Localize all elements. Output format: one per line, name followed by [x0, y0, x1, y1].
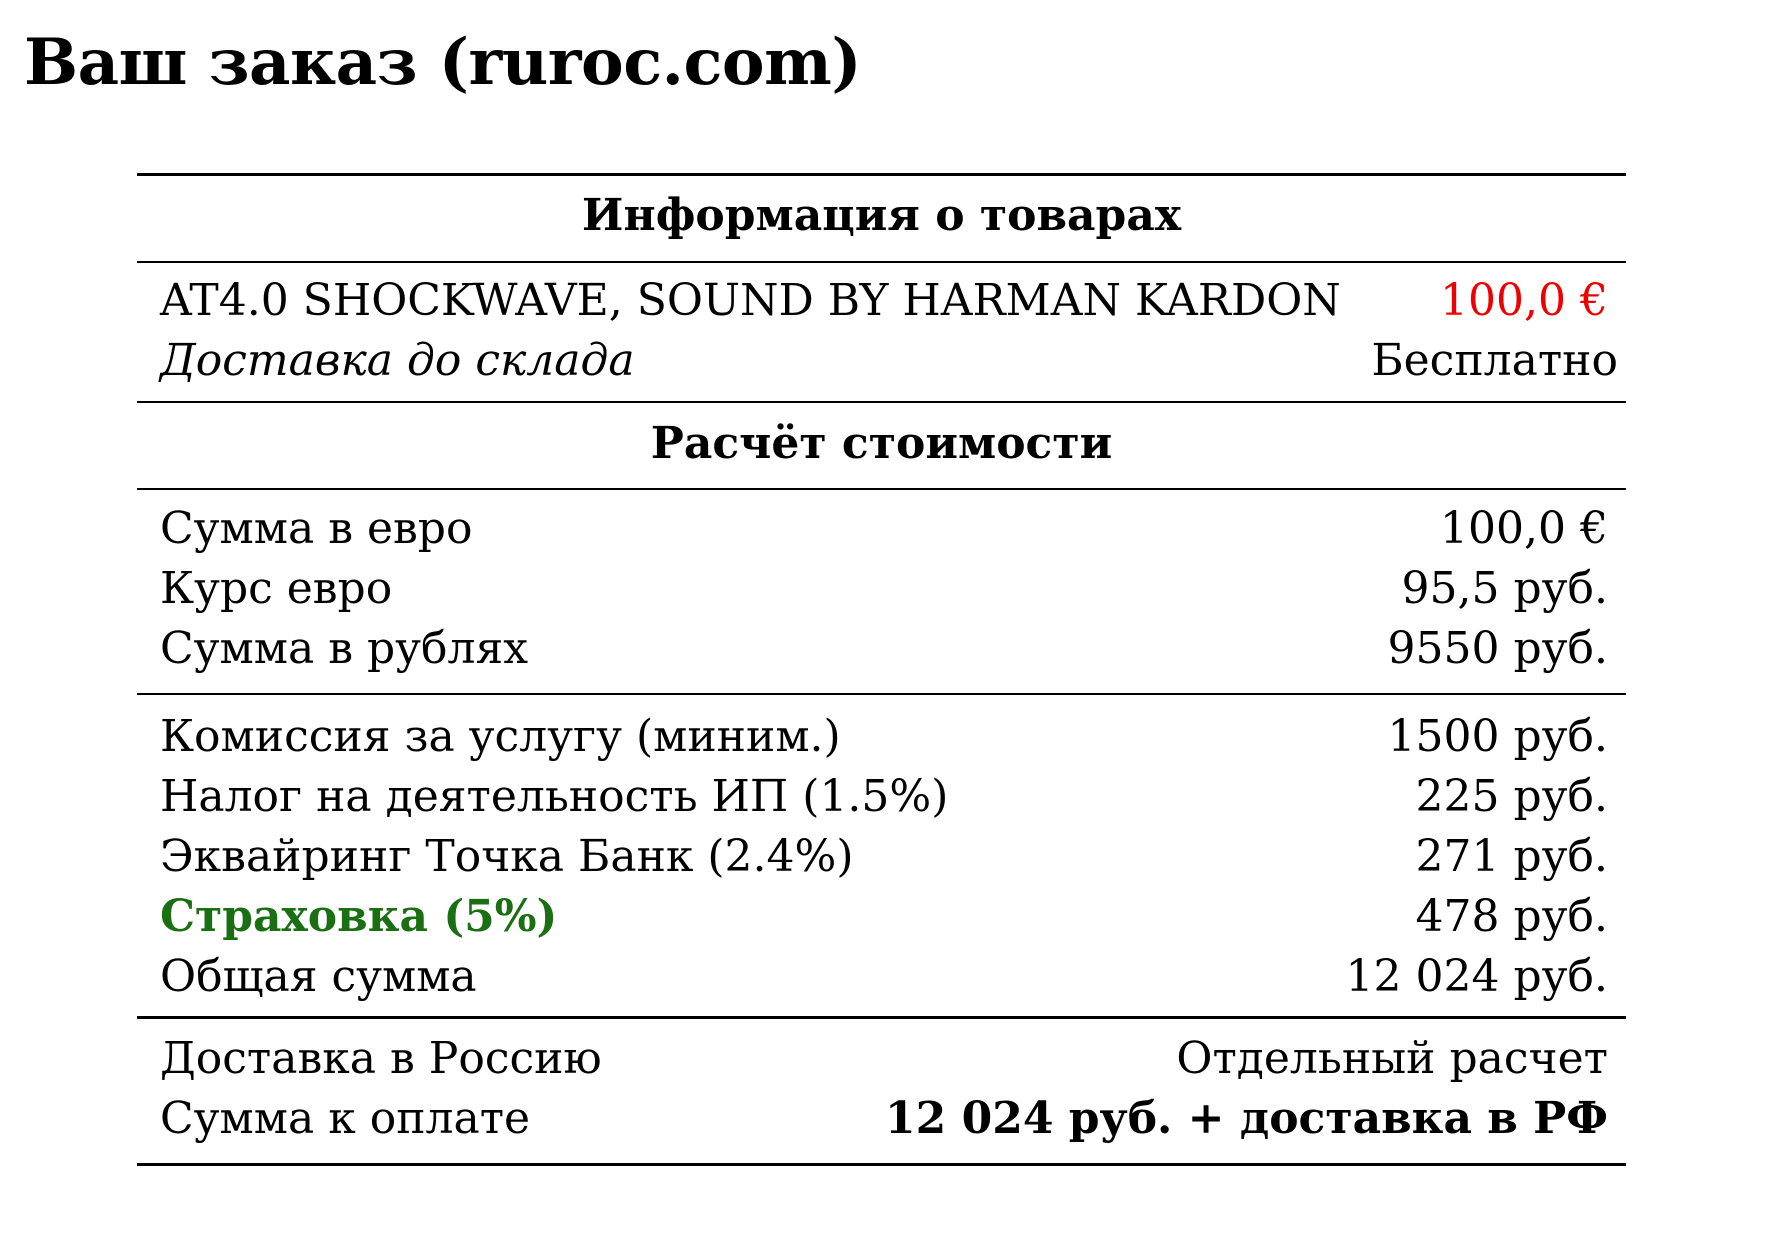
table-top-rule [137, 173, 1626, 176]
subtotal-value: 12 024 руб. [1345, 951, 1608, 1002]
fee-row [160, 767, 1608, 827]
amount-due-label: Сумма к оплате [160, 1093, 531, 1144]
fee-value: 1500 руб. [1387, 711, 1608, 762]
insurance-label: Страховка (5%) [160, 891, 558, 942]
calc-value: 95,5 руб. [1401, 563, 1608, 614]
russia-delivery-label: Доставка в Россию [160, 1033, 602, 1084]
warehouse-delivery-row [160, 331, 1618, 391]
table-divider [137, 693, 1626, 695]
calc-label: Курс евро [160, 563, 393, 614]
calc-row [160, 619, 1608, 679]
product-row [160, 271, 1608, 331]
fee-label: Комиссия за услугу (миним.) [160, 711, 841, 762]
calc-row [160, 499, 1608, 559]
product-price: 100,0 € [1440, 275, 1608, 326]
fee-value: 271 руб. [1415, 831, 1608, 882]
fee-label: Эквайринг Точка Банк (2.4%) [160, 831, 854, 882]
fee-value: 225 руб. [1415, 771, 1608, 822]
insurance-value: 478 руб. [1415, 891, 1608, 942]
items-section-header: Информация о товарах [581, 190, 1182, 241]
calc-value: 100,0 € [1440, 503, 1608, 554]
table-bottom-rule [137, 1163, 1626, 1166]
calc-row [160, 559, 1608, 619]
calc-label: Сумма в евро [160, 503, 473, 554]
insurance-row [160, 887, 1608, 947]
product-name: AT4.0 SHOCKWAVE, SOUND BY HARMAN KARDON [160, 275, 1341, 326]
table-divider [137, 1016, 1626, 1019]
fee-label: Налог на деятельность ИП (1.5%) [160, 771, 949, 822]
table-divider [137, 401, 1626, 403]
amount-due-value: 12 024 руб. + доставка в РФ [885, 1093, 1608, 1144]
subtotal-row [160, 947, 1608, 1007]
warehouse-delivery-label: Доставка до склада [160, 335, 635, 386]
page-title: Ваш заказ (ruroc.com) [24, 25, 862, 100]
calc-label: Сумма в рублях [160, 623, 529, 674]
amount-due-row [160, 1089, 1608, 1149]
calc-section-header: Расчёт стоимости [650, 418, 1113, 469]
table-divider [137, 488, 1626, 490]
calc-value: 9550 руб. [1387, 623, 1608, 674]
subtotal-label: Общая сумма [160, 951, 477, 1002]
russia-delivery-value: Отдельный расчет [1176, 1033, 1608, 1084]
russia-delivery-row [160, 1029, 1608, 1089]
fee-row [160, 707, 1608, 767]
warehouse-delivery-value: Бесплатно [1371, 335, 1618, 386]
fee-row [160, 827, 1608, 887]
table-divider [137, 261, 1626, 263]
